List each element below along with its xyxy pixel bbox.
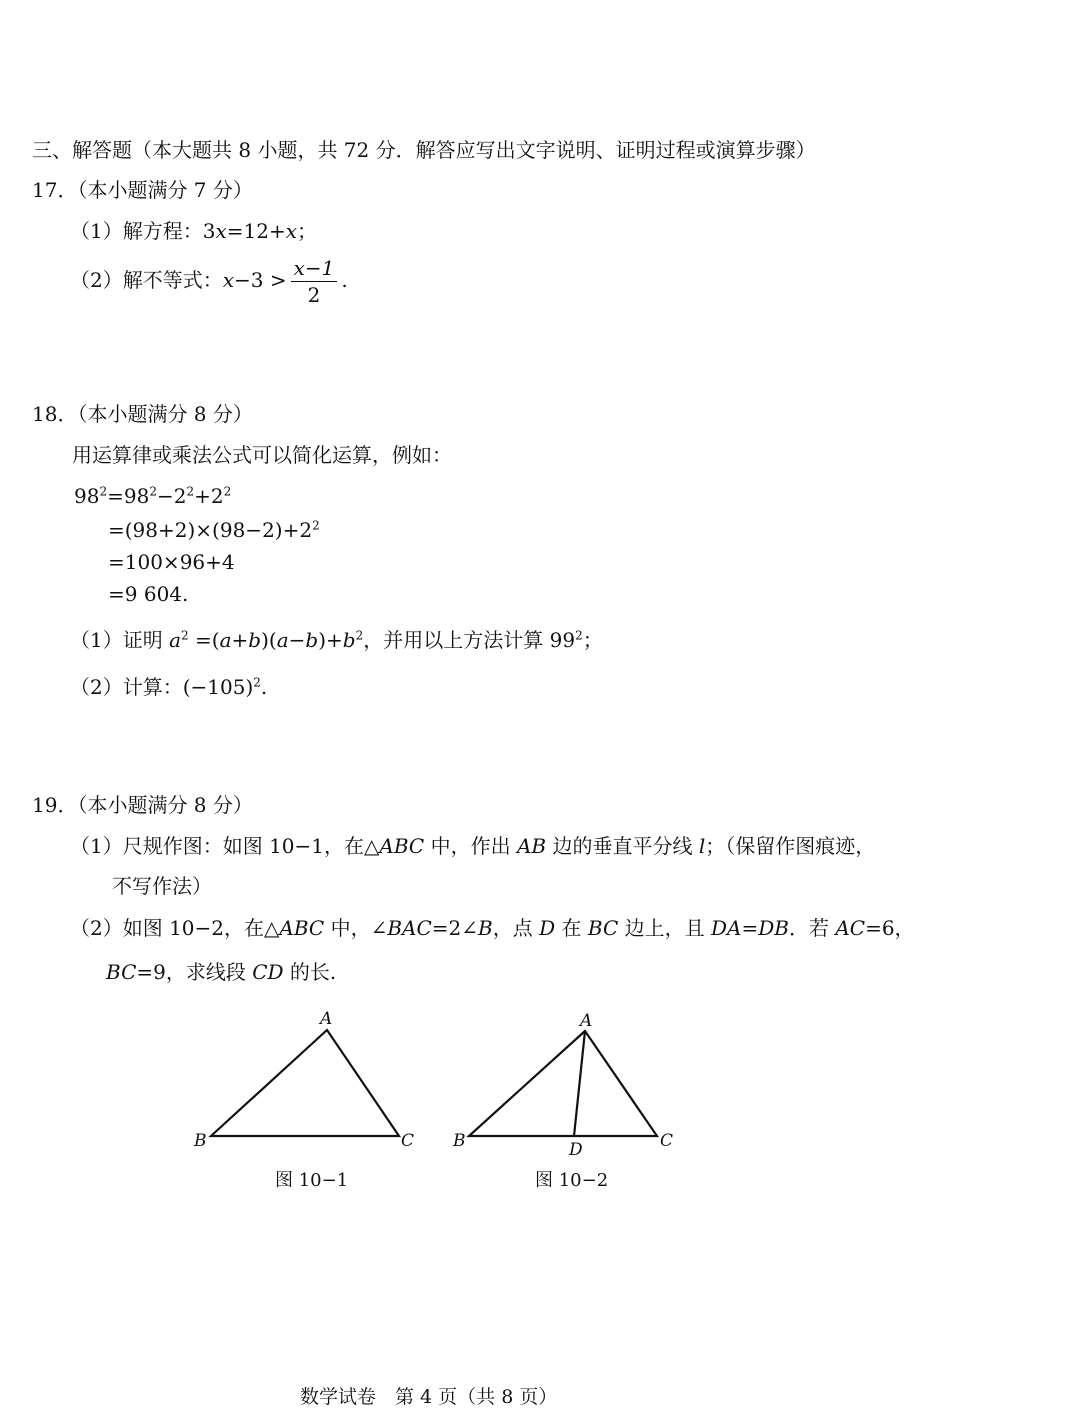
vertex-label-b: B bbox=[194, 1131, 207, 1151]
q19-math: ABC bbox=[279, 916, 325, 940]
q18-part1-label: （1）证明 bbox=[70, 628, 170, 652]
q19-text: 中，作出 bbox=[424, 834, 517, 858]
q19-math: D bbox=[539, 916, 556, 940]
math-symbol: )+ bbox=[318, 628, 343, 652]
q19-text: ，点 bbox=[492, 916, 540, 940]
figure-10-1 bbox=[193, 1009, 414, 1191]
q19-math: CD bbox=[252, 960, 284, 984]
math-symbol: =( bbox=[188, 628, 220, 652]
q17-part1-eq: =12+ bbox=[226, 219, 286, 243]
triangle-abc bbox=[211, 1030, 399, 1136]
q19-header: 19．（本小题满分 8 分） bbox=[32, 793, 253, 817]
q17-part2-op: −3 > bbox=[234, 268, 287, 292]
q18-part2-end: . bbox=[260, 675, 268, 699]
q17-part2-lhs: x bbox=[222, 268, 235, 292]
exponent: 2 bbox=[223, 484, 232, 499]
q19-math: l bbox=[698, 834, 706, 858]
q19-math: ∠B bbox=[461, 916, 493, 940]
q19-math: DA bbox=[710, 916, 742, 940]
exponent: 2 bbox=[186, 484, 195, 499]
vertex-label-c: C bbox=[660, 1131, 674, 1151]
exponent: 2 bbox=[149, 484, 157, 499]
math-symbol: )( bbox=[261, 628, 277, 652]
exponent: 2 bbox=[312, 518, 320, 533]
q18-part1-tail: ，并用以上方法计算 99 bbox=[363, 628, 576, 652]
q17-part1-end: ； bbox=[297, 219, 317, 243]
figure-caption: 图 10−2 bbox=[535, 1170, 609, 1191]
q19-math: AB bbox=[516, 834, 547, 858]
q19-text: ．若 bbox=[788, 916, 836, 940]
vertex-label-a: A bbox=[580, 1011, 593, 1031]
var-a: a bbox=[219, 628, 232, 652]
figure-caption: 图 10−1 bbox=[275, 1170, 349, 1191]
q19-text: 中， bbox=[324, 916, 371, 940]
exponent: 2 bbox=[99, 484, 108, 499]
q19-math: AC bbox=[835, 916, 866, 940]
point-label-d: D bbox=[569, 1140, 583, 1160]
calc-term: +2 bbox=[194, 484, 224, 508]
q18-calc-line4: =9 604. bbox=[108, 582, 189, 606]
q19-text: 边上，且 bbox=[618, 916, 711, 940]
q19-text: 的长. bbox=[283, 960, 337, 984]
q19-text: =6， bbox=[865, 916, 915, 940]
page-footer: 数学试卷 第 4 页（共 8 页） bbox=[300, 1386, 558, 1408]
q18-calc-line3: =100×96+4 bbox=[108, 550, 235, 574]
var-b: b bbox=[248, 628, 262, 652]
q19-text: ；（保留作图痕迹， bbox=[705, 834, 876, 858]
q18-intro: 用运算律或乘法公式可以简化运算，例如： bbox=[72, 443, 452, 467]
q17-part1-var2: x bbox=[285, 219, 297, 243]
exponent: 2 bbox=[253, 675, 261, 690]
calc-term: =(98+2)×(98−2)+2 bbox=[108, 518, 313, 542]
calc-term: 98 bbox=[74, 484, 100, 508]
exponent: 2 bbox=[181, 628, 189, 643]
math-symbol: − bbox=[288, 628, 306, 652]
q19-part1-cont: 不写作法） bbox=[112, 874, 212, 898]
q19-text: 边的垂直平分线 bbox=[546, 834, 699, 858]
var-b: b bbox=[342, 628, 356, 652]
fraction-denominator: 2 bbox=[307, 283, 321, 307]
q18-part1-end: ； bbox=[582, 628, 603, 652]
vertex-label-a: A bbox=[320, 1009, 333, 1029]
vertex-label-c: C bbox=[401, 1131, 415, 1151]
triangle-abc bbox=[469, 1031, 657, 1136]
q17-part2-end: . bbox=[341, 268, 348, 292]
vertex-label-b: B bbox=[453, 1131, 466, 1151]
q18-part2-label: （2）计算： bbox=[70, 675, 183, 699]
q19-math: ABC bbox=[379, 834, 425, 858]
q19-text: （2）如图 10−2，在△ bbox=[70, 916, 280, 940]
q18-header: 18．（本小题满分 8 分） bbox=[32, 402, 253, 426]
q17-part1-coef: 3 bbox=[202, 219, 216, 243]
q19-math: DB bbox=[758, 916, 789, 940]
q17-header: 17．（本小题满分 7 分） bbox=[32, 178, 253, 202]
q19-math: BC bbox=[106, 960, 137, 984]
exponent: 2 bbox=[355, 628, 364, 643]
math-symbol: + bbox=[231, 628, 249, 652]
q17-part2-label: （2）解不等式： bbox=[70, 268, 223, 292]
q18-part2-expr: (−105) bbox=[182, 675, 254, 699]
figure-10-2 bbox=[452, 1011, 673, 1191]
calc-term: =98 bbox=[107, 484, 150, 508]
q19-text: =2 bbox=[431, 916, 462, 940]
q19-math: ∠BAC bbox=[370, 916, 432, 940]
q19-text: = bbox=[741, 916, 759, 940]
q19-text: =9，求线段 bbox=[136, 960, 253, 984]
q19-text: （1）尺规作图：如图 10−1，在△ bbox=[70, 834, 380, 858]
fraction-numerator: x−1 bbox=[291, 258, 338, 282]
section-title: 三、解答题（本大题共 8 小题，共 72 分．解答应写出文字说明、证明过程或演算步骤） bbox=[32, 138, 816, 162]
var-a: a bbox=[276, 628, 289, 652]
q17-part1-label: （1）解方程： bbox=[70, 219, 203, 243]
segment-ad bbox=[574, 1031, 585, 1136]
exponent: 2 bbox=[575, 628, 583, 643]
q17-part1-var: x bbox=[215, 219, 227, 243]
var-b: b bbox=[305, 628, 319, 652]
q19-math: BC bbox=[587, 916, 619, 940]
var-a: a bbox=[169, 628, 182, 652]
calc-term: −2 bbox=[156, 484, 187, 508]
q19-text: 在 bbox=[555, 916, 588, 940]
